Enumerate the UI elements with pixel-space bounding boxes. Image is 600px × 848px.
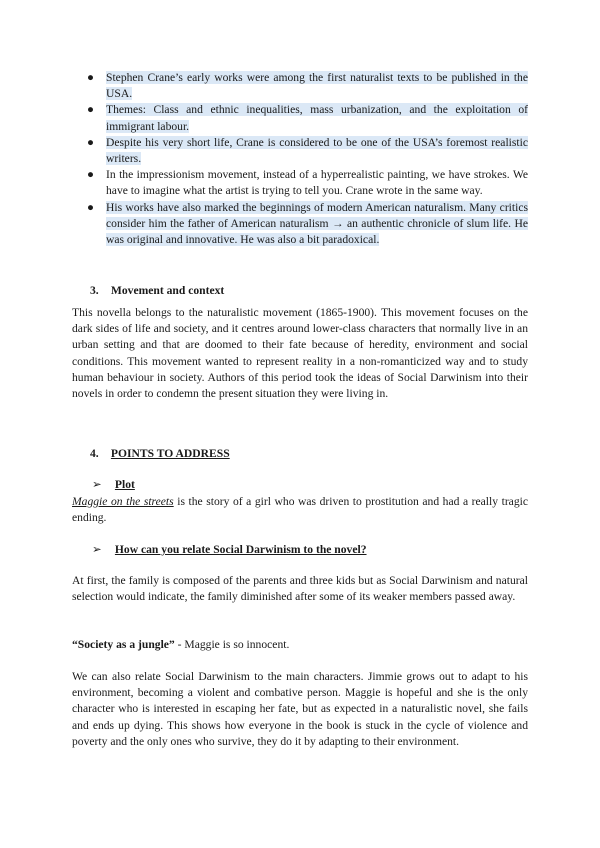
bullet-icon: ● bbox=[87, 135, 95, 149]
list-item bbox=[78, 135, 528, 167]
novel-title: Maggie on the streets bbox=[72, 495, 174, 508]
section-title: Movement and context bbox=[110, 284, 225, 297]
bullet-text: Despite his very short life, Crane is considered to be one of the USA’s foremost realistic writers. bbox=[106, 135, 528, 166]
section-title: POINTS TO ADDRESS bbox=[110, 447, 230, 460]
bullet-icon: ● bbox=[87, 103, 95, 117]
plot-paragraph bbox=[72, 494, 528, 526]
plot-heading: Plot bbox=[114, 478, 135, 491]
jungle-paragraph bbox=[72, 637, 528, 653]
movement-paragraph: This novella belongs to the naturalistic movement (1865-1900). This movement focuses on the dark sides of life and society, and it centres around lower-class characters that normally live in an urban setting and that are doomed to their fate because of heredity, environment and social conditions. This movement wanted to represent reality in a non-romanticized way and to study human behaviour in society. Authors of this period took the ideas of Social Darwinism into their novels in order to condemn the present situation they were living in. bbox=[72, 306, 528, 401]
jungle-quote: “Society as a jungle” bbox=[72, 638, 175, 651]
family-paragraph: At first, the family is composed of the parents and three kids but as Social Darwinism and natural selection would indicate, the family diminished after some of its weaker members passed away. bbox=[72, 574, 528, 604]
bullet-text: Themes: Class and ethnic inequalities, mass urbanization, and the exploitation of immigrant labour. bbox=[106, 103, 528, 133]
section-number: 3. bbox=[90, 284, 99, 297]
plot-subheading bbox=[92, 477, 135, 493]
bullet-list bbox=[78, 70, 528, 248]
question-heading: How can you relate Social Darwinism to the novel? bbox=[114, 543, 367, 556]
plot-text: is the story of a girl who was driven to prostitution and had a really tragic ending. bbox=[72, 495, 528, 525]
arrow-icon: ➢ bbox=[92, 478, 102, 491]
bullet-text: Stephen Crane’s early works were among the first naturalist texts to be published in the USA. bbox=[106, 71, 528, 101]
bullet-icon: ● bbox=[87, 200, 95, 214]
question-subheading bbox=[92, 542, 367, 558]
jungle-text: - Maggie is so innocent. bbox=[174, 638, 290, 651]
bullet-text: His works have also marked the beginnings of modern American naturalism. Many critics consider him the father of American naturalism → an authentic chronicle of slum life. He was original and innovative. He was also a bit paradoxical. bbox=[106, 200, 528, 247]
characters-paragraph: We can also relate Social Darwinism to the main characters. Jimmie grows out to adapt to his environment, becoming a violent and combative person. Maggie is hopeful and she is the only character who is interested in escaping her fate, but as expected in a naturalistic novel, she fails and ends up dying. This shows how everyone in the book is stuck in the cycle of violence and poverty and the only ones who survive, they do it by adapting to their environment. bbox=[72, 670, 528, 748]
section-4-heading bbox=[90, 446, 230, 462]
list-item bbox=[78, 200, 528, 249]
bullet-icon: ● bbox=[87, 168, 95, 182]
list-item bbox=[78, 167, 528, 199]
section-number: 4. bbox=[90, 447, 99, 460]
list-item bbox=[78, 70, 528, 102]
section-3-heading bbox=[90, 283, 224, 299]
list-item bbox=[78, 102, 528, 134]
arrow-icon: ➢ bbox=[92, 543, 102, 556]
bullet-icon: ● bbox=[87, 71, 95, 84]
bullet-text: In the impressionism movement, instead of a hyperrealistic painting, we have strokes. We have to imagine what the artist is trying to tell you. Crane wrote in the same way. bbox=[106, 168, 528, 198]
